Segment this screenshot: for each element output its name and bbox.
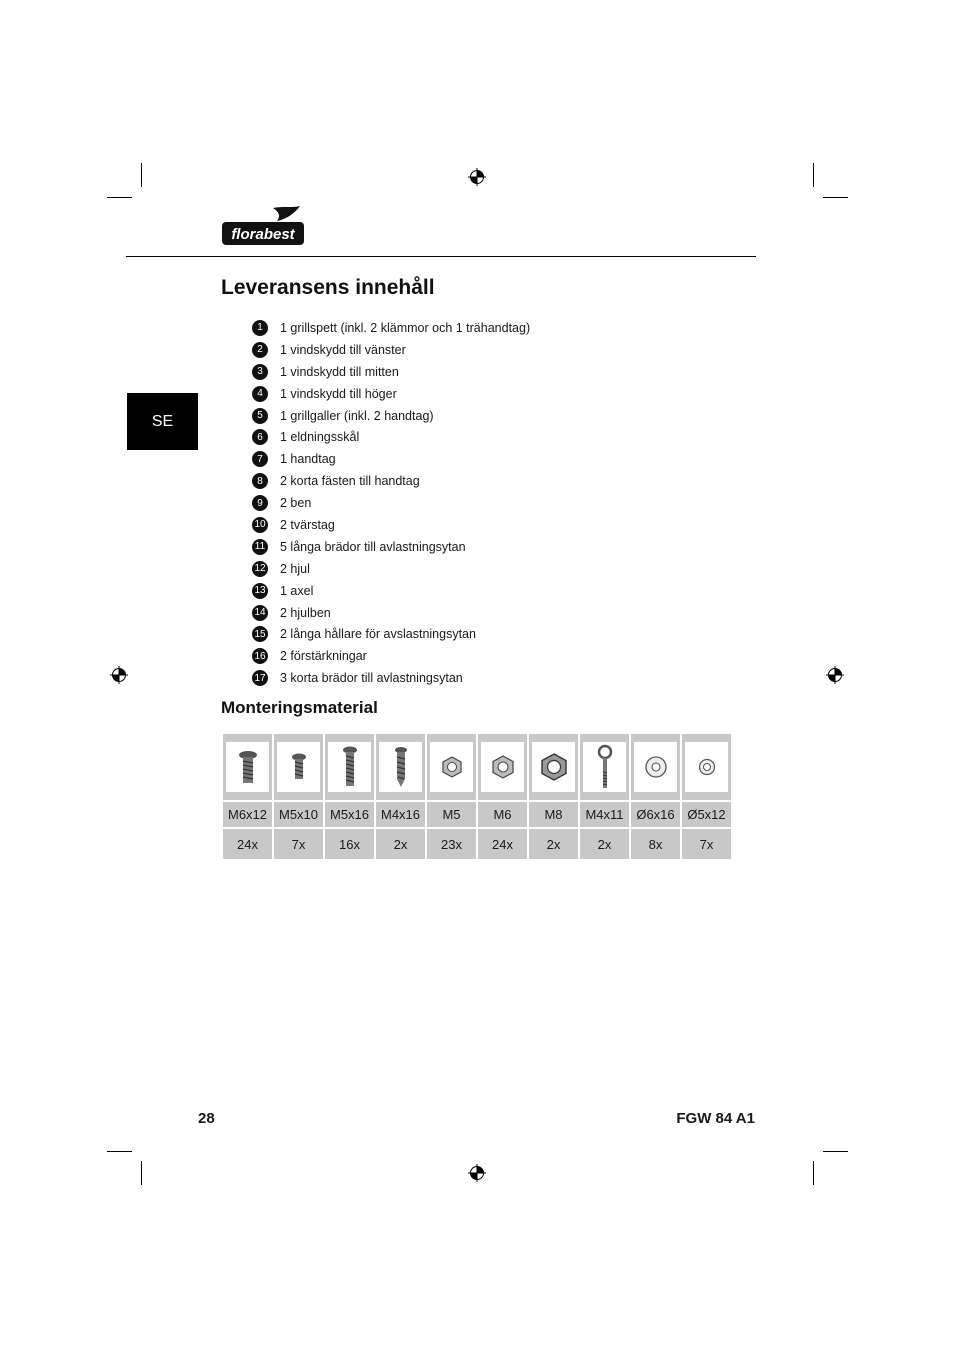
list-item [252, 602, 530, 624]
hardware-qty: 24x [477, 828, 528, 860]
list-item [252, 492, 530, 514]
page-number: 28 [198, 1110, 215, 1127]
registration-mark-icon [468, 168, 486, 186]
hardware-qty: 16x [324, 828, 375, 860]
list-item [252, 667, 530, 689]
screw-icon [340, 745, 360, 789]
hardware-size-row [222, 801, 732, 828]
item-number: 16 [252, 648, 268, 664]
hardware-cell [477, 733, 528, 801]
item-text: 1 vindskydd till höger [280, 386, 397, 401]
item-number: 4 [252, 386, 268, 402]
crop-mark [813, 1161, 814, 1185]
crop-mark [107, 197, 132, 198]
hardware-cell [222, 733, 273, 801]
hardware-size: M5x16 [324, 801, 375, 828]
hardware-qty: 7x [681, 828, 732, 860]
hardware-size: Ø6x16 [630, 801, 681, 828]
hardware-size: M5 [426, 801, 477, 828]
washer-icon [644, 755, 668, 779]
crop-mark [141, 163, 142, 187]
item-text: 2 hjul [280, 561, 310, 576]
hardware-qty: 8x [630, 828, 681, 860]
hardware-cell [528, 733, 579, 801]
list-item [252, 580, 530, 602]
item-text: 2 långa hållare för avslastningsytan [280, 627, 476, 642]
crop-mark [141, 1161, 142, 1185]
header-rule [126, 256, 756, 257]
item-text: 2 hjulben [280, 605, 331, 620]
hardware-cell [426, 733, 477, 801]
hardware-cell [375, 733, 426, 801]
section-title: Monteringsmaterial [221, 698, 378, 717]
item-text: 5 långa brädor till avlastningsytan [280, 539, 466, 554]
item-number: 11 [252, 539, 268, 555]
item-text: 2 förstärkningar [280, 649, 367, 664]
registration-mark-icon [110, 666, 128, 684]
list-item [252, 558, 530, 580]
item-number: 9 [252, 495, 268, 511]
item-text: 1 grillspett (inkl. 2 klämmor och 1 trähandtag) [280, 320, 531, 335]
crop-mark [107, 1151, 132, 1152]
hardware-cell [324, 733, 375, 801]
item-number: 8 [252, 473, 268, 489]
item-number: 2 [252, 342, 268, 358]
hardware-size: Ø5x12 [681, 801, 732, 828]
model-number: FGW 84 A1 [676, 1110, 755, 1127]
item-number: 3 [252, 364, 268, 380]
wood-screw-icon [391, 745, 411, 789]
hardware-qty: 23x [426, 828, 477, 860]
item-text: 1 eldningsskål [280, 430, 360, 445]
hardware-qty: 7x [273, 828, 324, 860]
hardware-qty: 2x [375, 828, 426, 860]
list-item [252, 448, 530, 470]
registration-mark-icon [468, 1164, 486, 1182]
item-text: 1 axel [280, 583, 314, 598]
language-tab: SE [127, 393, 198, 450]
registration-mark-icon [826, 666, 844, 684]
hardware-qty: 2x [528, 828, 579, 860]
item-number: 10 [252, 517, 268, 533]
item-text: 2 tvärstag [280, 517, 335, 532]
hardware-size: M4x16 [375, 801, 426, 828]
contents-list [252, 317, 530, 689]
hardware-table [221, 732, 733, 861]
eye-bolt-icon [595, 744, 615, 790]
item-number: 1 [252, 320, 268, 336]
item-number: 17 [252, 670, 268, 686]
page-title: Leveransens innehåll [221, 276, 435, 299]
hardware-qty: 24x [222, 828, 273, 860]
item-number: 12 [252, 561, 268, 577]
item-number: 15 [252, 626, 268, 642]
crop-mark [823, 197, 848, 198]
hardware-qty-row [222, 828, 732, 860]
list-item [252, 361, 530, 383]
hardware-size: M5x10 [273, 801, 324, 828]
item-number: 13 [252, 583, 268, 599]
list-item [252, 317, 530, 339]
item-text: 2 ben [280, 496, 312, 511]
washer-icon [697, 757, 717, 777]
item-text: 1 handtag [280, 452, 336, 467]
hardware-cell [681, 733, 732, 801]
list-item [252, 514, 530, 536]
hardware-size: M4x11 [579, 801, 630, 828]
hardware-cell [630, 733, 681, 801]
list-item [252, 645, 530, 667]
hardware-cell [579, 733, 630, 801]
list-item [252, 426, 530, 448]
hardware-image-row [222, 733, 732, 801]
screw-icon [289, 750, 309, 784]
list-item [252, 536, 530, 558]
crop-mark [823, 1151, 848, 1152]
nut-icon [491, 755, 515, 779]
item-text: 1 vindskydd till mitten [280, 364, 399, 379]
list-item [252, 339, 530, 361]
brand-logo [221, 205, 305, 247]
hardware-size: M6 [477, 801, 528, 828]
screw-icon [236, 747, 260, 787]
hardware-size: M6x12 [222, 801, 273, 828]
item-number: 5 [252, 408, 268, 424]
hardware-qty: 2x [579, 828, 630, 860]
hardware-size: M8 [528, 801, 579, 828]
crop-mark [813, 163, 814, 187]
nut-icon [441, 756, 463, 778]
item-text: 3 korta brädor till avlastningsytan [280, 671, 463, 686]
nut-icon [540, 753, 568, 781]
item-text: 2 korta fästen till handtag [280, 474, 420, 489]
item-text: 1 vindskydd till vänster [280, 342, 406, 357]
list-item [252, 470, 530, 492]
brand-name: florabest [231, 226, 295, 243]
list-item [252, 405, 530, 427]
hardware-cell [273, 733, 324, 801]
item-text: 1 grillgaller (inkl. 2 handtag) [280, 408, 434, 423]
item-number: 14 [252, 605, 268, 621]
list-item [252, 623, 530, 645]
item-number: 7 [252, 451, 268, 467]
list-item [252, 383, 530, 405]
item-number: 6 [252, 429, 268, 445]
